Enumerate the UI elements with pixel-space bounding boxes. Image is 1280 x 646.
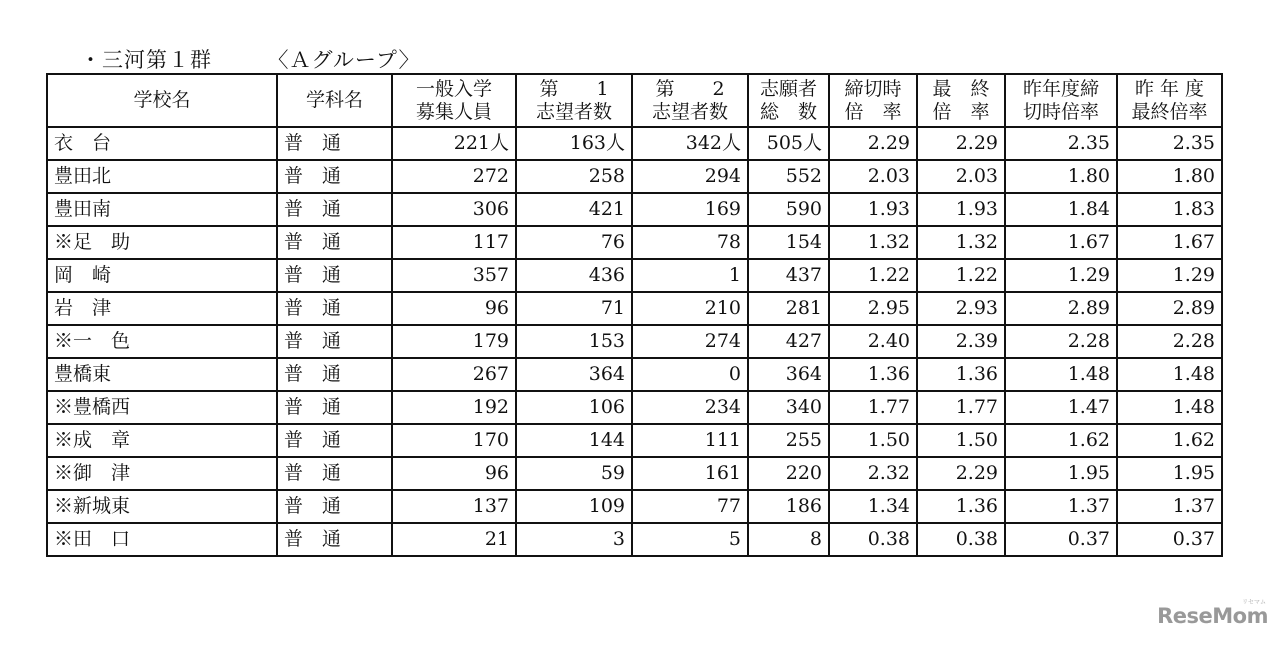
column-header-total-applicants [748,74,829,127]
cell-first-choice: 163人 [516,127,632,160]
cell-general-capacity: 170 [392,424,516,457]
cell-second-choice: 274 [632,325,748,358]
cell-deadline-ratio: 1.50 [829,424,917,457]
cell-school: 岩 津 [47,292,277,325]
cell-school: ※成 章 [47,424,277,457]
column-header-line: 倍 率 [932,100,990,123]
column-header-last-year-final-ratio [1117,74,1222,127]
cell-course: 普 通 [277,193,392,226]
cell-first-choice: 153 [516,325,632,358]
cell-final-ratio: 1.36 [917,358,1005,391]
table-row [47,127,1222,160]
cell-deadline-ratio: 2.03 [829,160,917,193]
cell-school: ※田 口 [47,523,277,556]
cell-last-year-final-ratio: 1.48 [1117,358,1222,391]
cell-last-year-deadline-ratio: 2.35 [1005,127,1117,160]
cell-course: 普 通 [277,292,392,325]
cell-total-applicants: 340 [748,391,829,424]
cell-last-year-deadline-ratio: 1.84 [1005,193,1117,226]
cell-total-applicants: 220 [748,457,829,490]
column-header-line: 倍 率 [844,100,902,123]
cell-final-ratio: 1.22 [917,259,1005,292]
cell-total-applicants: 552 [748,160,829,193]
cell-last-year-deadline-ratio: 2.89 [1005,292,1117,325]
cell-last-year-final-ratio: 2.28 [1117,325,1222,358]
column-header-line: 切時倍率 [1022,100,1099,123]
cell-general-capacity: 272 [392,160,516,193]
cell-first-choice: 364 [516,358,632,391]
cell-course: 普 通 [277,325,392,358]
table-row [47,259,1222,292]
cell-school: ※足 助 [47,226,277,259]
cell-course: 普 通 [277,457,392,490]
cell-final-ratio: 1.36 [917,490,1005,523]
cell-total-applicants: 590 [748,193,829,226]
cell-total-applicants: 255 [748,424,829,457]
cell-course: 普 通 [277,391,392,424]
cell-deadline-ratio: 1.22 [829,259,917,292]
cell-last-year-final-ratio: 0.37 [1117,523,1222,556]
table-row [47,358,1222,391]
cell-last-year-final-ratio: 2.89 [1117,292,1222,325]
cell-final-ratio: 2.29 [917,457,1005,490]
table-row [47,292,1222,325]
column-header-line: 学校名 [133,89,191,111]
cell-second-choice: 111 [632,424,748,457]
column-header-general-capacity [392,74,516,127]
column-header-final-ratio [917,74,1005,127]
column-header-line: 学科名 [305,89,363,111]
column-header-line: 最 終 [932,77,990,100]
cell-first-choice: 76 [516,226,632,259]
cell-final-ratio: 2.03 [917,160,1005,193]
admissions-table [46,73,1223,557]
cell-general-capacity: 179 [392,325,516,358]
cell-total-applicants: 505人 [748,127,829,160]
cell-last-year-deadline-ratio: 1.29 [1005,259,1117,292]
column-header-second-choice [632,74,748,127]
cell-first-choice: 71 [516,292,632,325]
cell-first-choice: 59 [516,457,632,490]
cell-second-choice: 234 [632,391,748,424]
cell-school: 豊橋東 [47,358,277,391]
cell-second-choice: 161 [632,457,748,490]
cell-last-year-final-ratio: 1.62 [1117,424,1222,457]
cell-last-year-final-ratio: 1.67 [1117,226,1222,259]
cell-second-choice: 294 [632,160,748,193]
table-caption: ・三河第１群 〈Ａグループ〉 [80,48,421,72]
table-row [47,226,1222,259]
cell-school: 衣 台 [47,127,277,160]
cell-deadline-ratio: 2.29 [829,127,917,160]
cell-last-year-deadline-ratio: 1.62 [1005,424,1117,457]
cell-last-year-deadline-ratio: 1.47 [1005,391,1117,424]
cell-school: ※豊橋西 [47,391,277,424]
column-header-line: 第 2 [655,77,725,100]
cell-deadline-ratio: 1.93 [829,193,917,226]
table-row [47,523,1222,556]
cell-course: 普 通 [277,127,392,160]
table-row [47,160,1222,193]
cell-total-applicants: 427 [748,325,829,358]
column-header-course [277,74,392,127]
cell-second-choice: 77 [632,490,748,523]
cell-final-ratio: 2.39 [917,325,1005,358]
cell-last-year-deadline-ratio: 1.95 [1005,457,1117,490]
table-row [47,391,1222,424]
cell-deadline-ratio: 1.32 [829,226,917,259]
cell-second-choice: 342人 [632,127,748,160]
header-row [47,74,1222,127]
column-header-school [47,74,277,127]
resemom-logo: ReseMom [1157,604,1268,628]
cell-total-applicants: 186 [748,490,829,523]
cell-general-capacity: 117 [392,226,516,259]
cell-final-ratio: 1.93 [917,193,1005,226]
cell-total-applicants: 364 [748,358,829,391]
column-header-line: 締切時 [844,77,902,100]
cell-total-applicants: 437 [748,259,829,292]
table-row [47,193,1222,226]
cell-deadline-ratio: 1.36 [829,358,917,391]
cell-second-choice: 0 [632,358,748,391]
cell-second-choice: 210 [632,292,748,325]
column-header-line: 最終倍率 [1131,100,1208,123]
cell-final-ratio: 1.32 [917,226,1005,259]
cell-total-applicants: 281 [748,292,829,325]
cell-course: 普 通 [277,226,392,259]
cell-deadline-ratio: 2.95 [829,292,917,325]
column-header-line: 志望者数 [651,100,728,123]
cell-general-capacity: 137 [392,490,516,523]
cell-deadline-ratio: 2.40 [829,325,917,358]
cell-course: 普 通 [277,490,392,523]
cell-course: 普 通 [277,424,392,457]
cell-first-choice: 106 [516,391,632,424]
cell-general-capacity: 306 [392,193,516,226]
table-row [47,490,1222,523]
cell-total-applicants: 154 [748,226,829,259]
cell-total-applicants: 8 [748,523,829,556]
cell-school: 豊田北 [47,160,277,193]
cell-last-year-final-ratio: 1.29 [1117,259,1222,292]
cell-course: 普 通 [277,358,392,391]
column-header-deadline-ratio [829,74,917,127]
cell-last-year-deadline-ratio: 1.67 [1005,226,1117,259]
cell-last-year-final-ratio: 1.48 [1117,391,1222,424]
table-row [47,325,1222,358]
column-header-line: 志願者 [759,77,817,100]
table-body [47,127,1222,556]
cell-final-ratio: 0.38 [917,523,1005,556]
watermark-ruby: リセマム [1242,599,1266,606]
table-row [47,424,1222,457]
cell-last-year-deadline-ratio: 1.48 [1005,358,1117,391]
column-header-line: 昨年度締 [1022,77,1099,100]
cell-general-capacity: 221人 [392,127,516,160]
cell-general-capacity: 96 [392,292,516,325]
cell-first-choice: 436 [516,259,632,292]
cell-general-capacity: 96 [392,457,516,490]
cell-general-capacity: 192 [392,391,516,424]
cell-course: 普 通 [277,523,392,556]
cell-second-choice: 1 [632,259,748,292]
cell-second-choice: 169 [632,193,748,226]
cell-general-capacity: 21 [392,523,516,556]
cell-first-choice: 258 [516,160,632,193]
cell-school: 岡 崎 [47,259,277,292]
cell-school: ※御 津 [47,457,277,490]
column-header-line: 総 数 [759,100,817,123]
cell-last-year-final-ratio: 1.37 [1117,490,1222,523]
column-header-line: 志望者数 [535,100,612,123]
cell-deadline-ratio: 0.38 [829,523,917,556]
cell-last-year-deadline-ratio: 1.37 [1005,490,1117,523]
cell-course: 普 通 [277,259,392,292]
cell-final-ratio: 1.50 [917,424,1005,457]
cell-second-choice: 78 [632,226,748,259]
cell-first-choice: 3 [516,523,632,556]
cell-general-capacity: 357 [392,259,516,292]
column-header-first-choice [516,74,632,127]
cell-final-ratio: 1.77 [917,391,1005,424]
cell-last-year-deadline-ratio: 1.80 [1005,160,1117,193]
cell-last-year-deadline-ratio: 0.37 [1005,523,1117,556]
column-header-line: 一般入学 [415,77,492,100]
cell-last-year-final-ratio: 2.35 [1117,127,1222,160]
column-header-last-year-deadline-ratio [1005,74,1117,127]
cell-final-ratio: 2.93 [917,292,1005,325]
column-header-line: 昨 年 度 [1134,77,1205,100]
cell-general-capacity: 267 [392,358,516,391]
cell-last-year-final-ratio: 1.80 [1117,160,1222,193]
cell-course: 普 通 [277,160,392,193]
cell-deadline-ratio: 1.34 [829,490,917,523]
cell-last-year-deadline-ratio: 2.28 [1005,325,1117,358]
cell-school: ※一 色 [47,325,277,358]
cell-first-choice: 421 [516,193,632,226]
cell-deadline-ratio: 1.77 [829,391,917,424]
cell-first-choice: 144 [516,424,632,457]
cell-last-year-final-ratio: 1.83 [1117,193,1222,226]
column-header-line: 第 1 [539,77,609,100]
cell-second-choice: 5 [632,523,748,556]
cell-first-choice: 109 [516,490,632,523]
cell-final-ratio: 2.29 [917,127,1005,160]
table-row [47,457,1222,490]
cell-school: 豊田南 [47,193,277,226]
cell-deadline-ratio: 2.32 [829,457,917,490]
cell-last-year-final-ratio: 1.95 [1117,457,1222,490]
cell-school: ※新城東 [47,490,277,523]
column-header-line: 募集人員 [415,100,492,123]
